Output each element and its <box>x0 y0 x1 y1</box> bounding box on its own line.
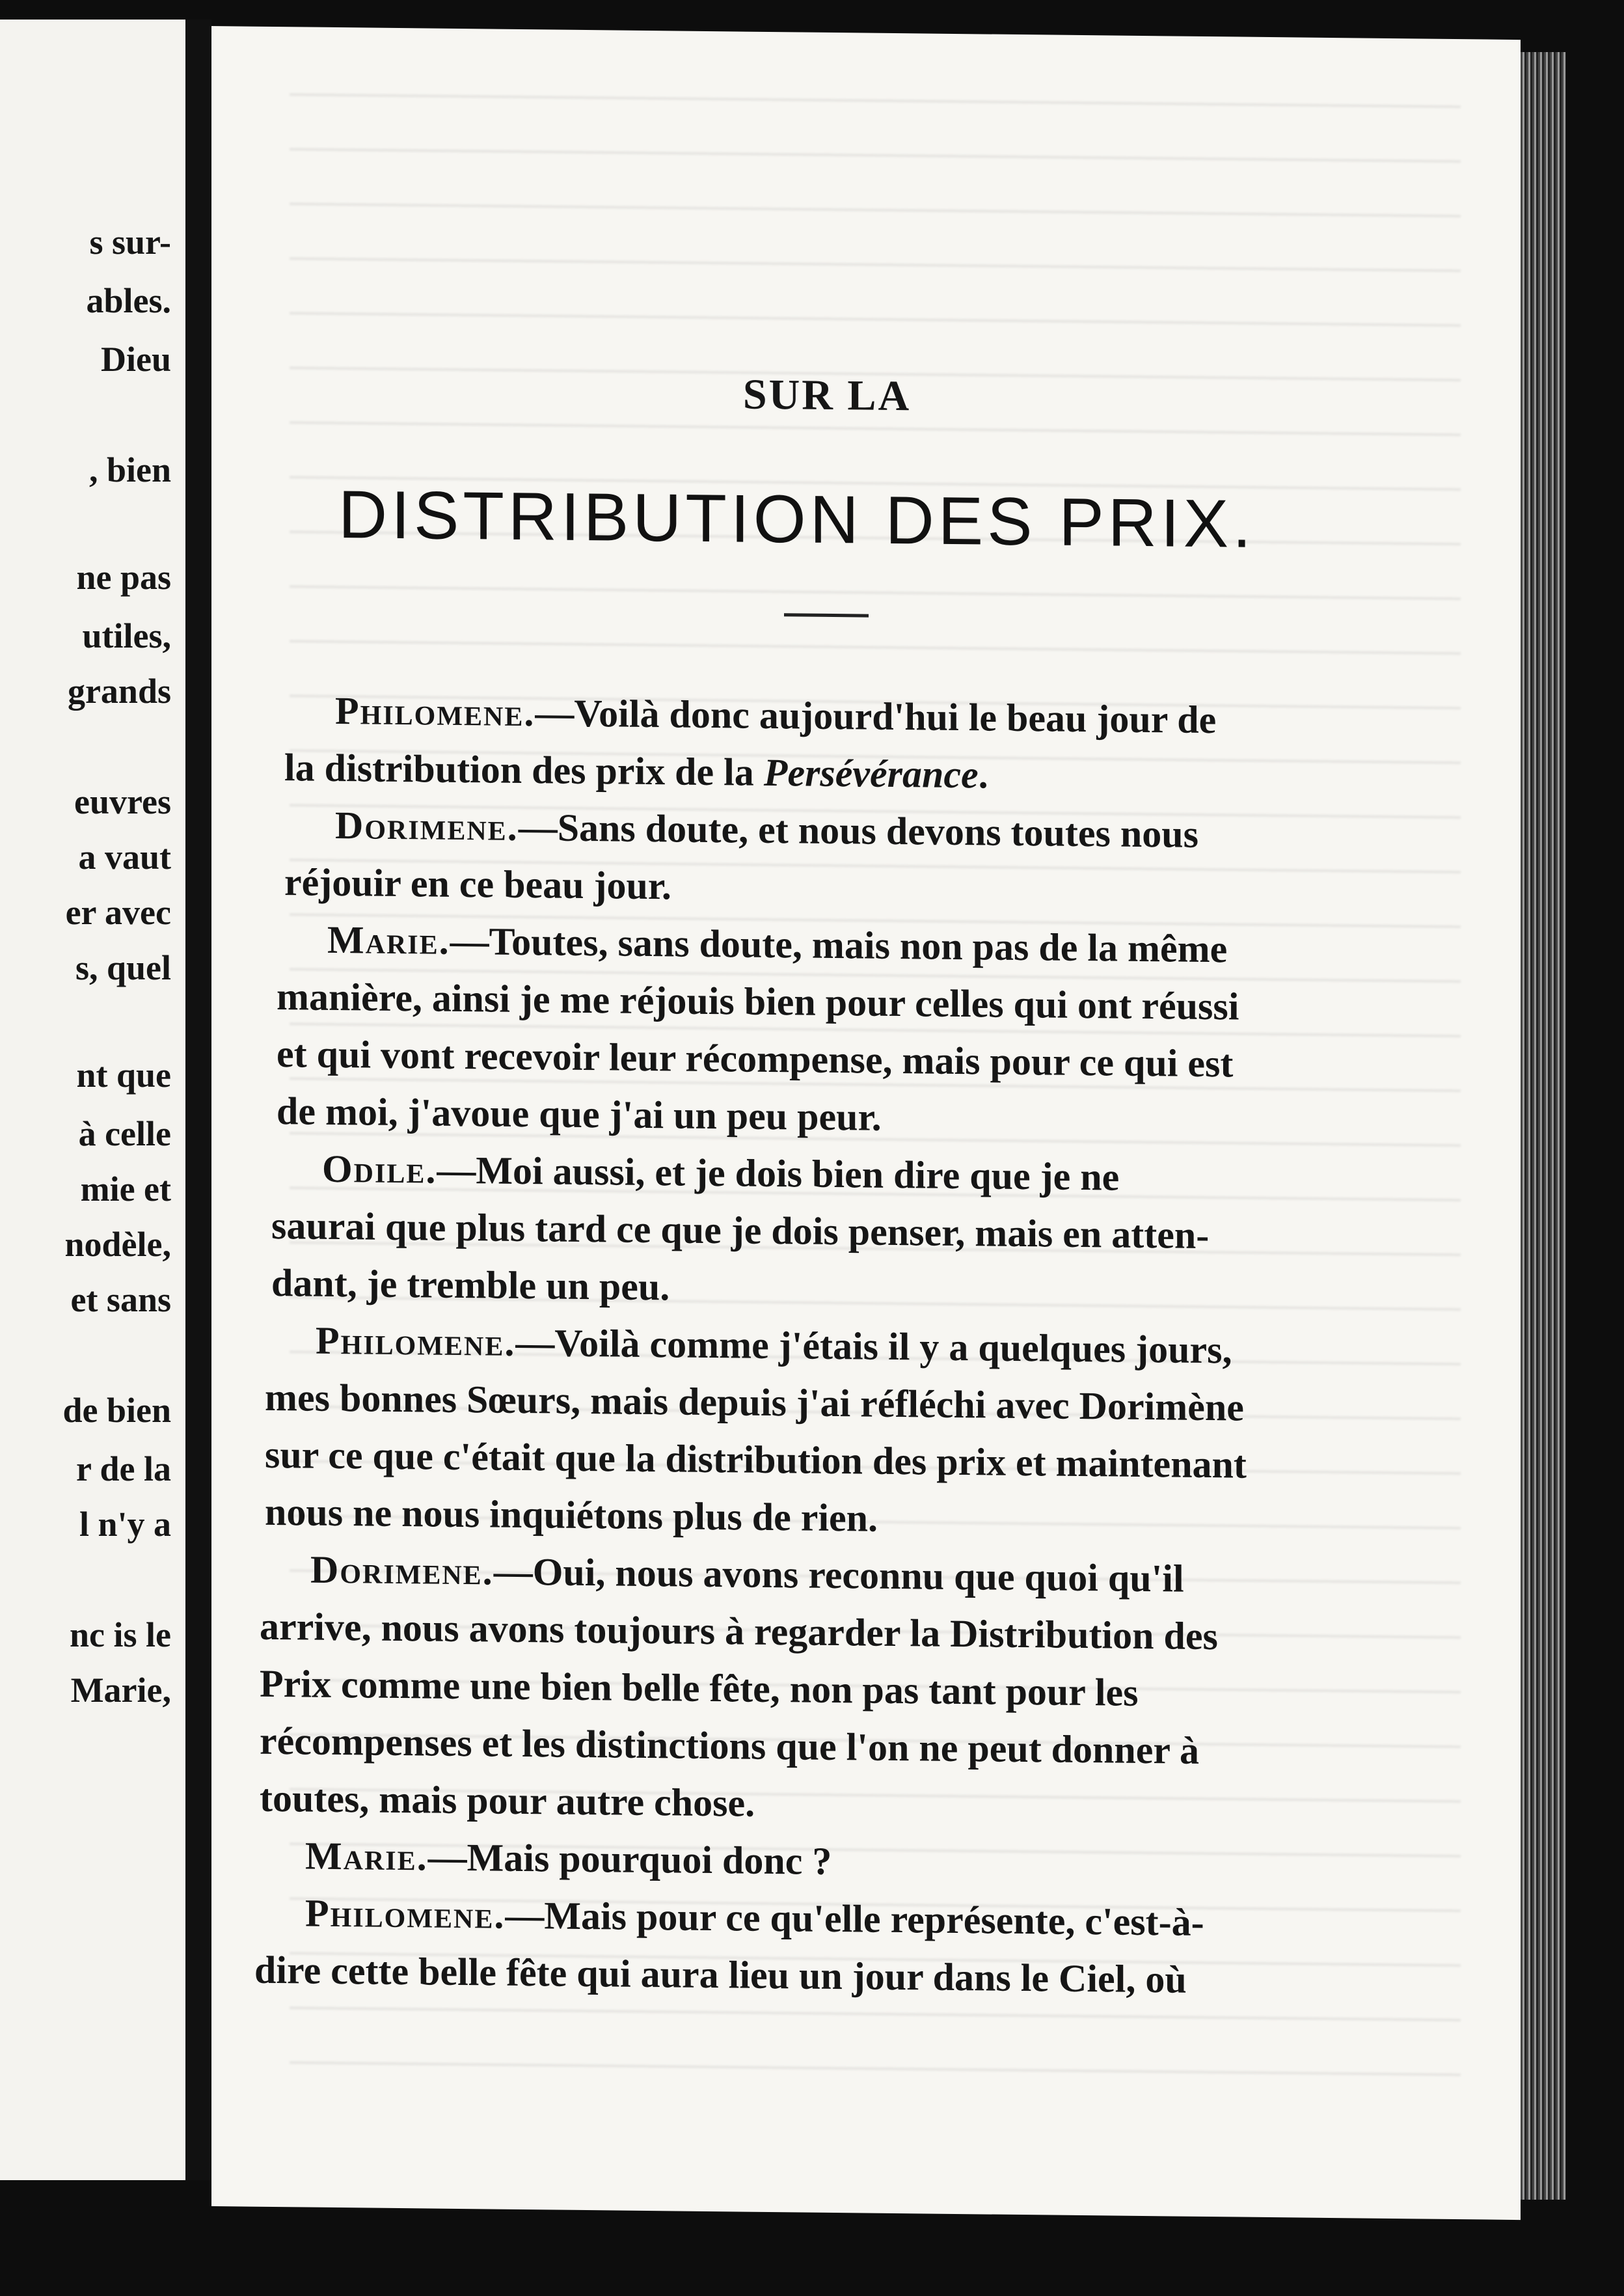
speaker-name: Dorimene. <box>310 1548 494 1593</box>
left-page-line: ables. <box>86 281 171 320</box>
line-text: dant, je tremble un peu. <box>271 1261 670 1309</box>
left-page-line: utiles, <box>82 616 171 655</box>
line-text: saurai que plus tard ce que je dois penser, mais en atten- <box>271 1203 1210 1257</box>
dialogue-line <box>277 1091 882 1137</box>
dialogue-line <box>265 1492 878 1538</box>
speaker-name: Odile. <box>322 1147 437 1192</box>
right-page <box>211 26 1521 2220</box>
line-text: —Oui, nous avons reconnu que quoi qu'il <box>493 1550 1184 1600</box>
dialogue-line <box>260 1721 1199 1770</box>
dialogue-line <box>284 746 988 797</box>
italic-title: Persévérance <box>763 750 979 797</box>
speaker-name: Philomene. <box>316 1319 516 1364</box>
heading-line-1: SUR LA <box>742 370 912 420</box>
dialogue-line <box>271 1261 670 1309</box>
line-text: réjouir en ce beau jour. <box>284 860 671 908</box>
dialogue-line <box>284 860 671 908</box>
dialogue-line <box>335 689 1217 742</box>
dialogue-line <box>260 1604 1218 1658</box>
dialogue-line <box>271 1203 1210 1257</box>
dialogue-line <box>260 1661 1139 1714</box>
left-page-line: grands <box>67 672 171 711</box>
left-page-line: nt que <box>76 1056 171 1095</box>
line-text: dire cette belle fête qui aura lieu un jour dans le Ciel, où <box>254 1948 1187 2001</box>
left-page-line: euvres <box>74 782 171 821</box>
left-page-line: à celle <box>78 1114 171 1153</box>
line-text: nous ne nous inquiétons plus de rien. <box>265 1490 878 1540</box>
line-text: —Toutes, sans doute, mais non pas de la même <box>450 919 1228 971</box>
left-page-line: Dieu <box>101 340 171 379</box>
speaker-name: Dorimene. <box>335 803 519 849</box>
line-text: arrive, nous avons toujours à regarder la Distribution des <box>260 1604 1218 1658</box>
line-text: Prix comme une bien belle fête, non pas tant pour les <box>260 1661 1139 1714</box>
line-text: —Voilà donc aujourd'hui le beau jour de <box>535 691 1217 742</box>
left-page-line: , bien <box>88 450 171 489</box>
left-page-line: a vaut <box>78 838 171 877</box>
line-text: —Mais pour ce qu'elle représente, c'est-à- <box>505 1893 1204 1944</box>
line-text: la distribution des prix de la <box>284 746 764 794</box>
dialogue-line <box>316 1321 1232 1370</box>
left-page-line: r de la <box>76 1449 171 1488</box>
line-text: et qui vont recevoir leur récompense, mais pour ce qui est <box>277 1032 1234 1086</box>
dialogue-line <box>335 803 1198 856</box>
line-text: sur ce que c'était que la distribution des prix et maintenant <box>265 1432 1247 1486</box>
speaker-name: Marie. <box>305 1834 428 1879</box>
line-text: de moi, j'avoue que j'ai un peu peur. <box>277 1089 882 1139</box>
left-page-line: mie et <box>80 1169 171 1209</box>
speaker-name: Philomene. <box>305 1891 506 1937</box>
line-text: —Sans doute, et nous devons toutes nous <box>518 805 1198 856</box>
left-page-line: l n'y a <box>79 1505 171 1544</box>
line-text: —Moi aussi, et je dois bien dire que je ne <box>437 1148 1120 1199</box>
dialogue-line <box>265 1432 1247 1486</box>
line-text: mes bonnes Sœurs, mais depuis j'ai réfléchi avec Dorimène <box>265 1375 1244 1429</box>
dialogue-line <box>305 1891 1204 1944</box>
line-text: . <box>978 753 988 797</box>
left-page <box>0 20 185 2180</box>
line-text: —Mais pourquoi donc ? <box>427 1835 832 1883</box>
left-page-line: s sur- <box>89 223 171 262</box>
dialogue-line <box>305 1834 832 1883</box>
left-page-line: Marie, <box>70 1671 171 1710</box>
left-page-line: nc is le <box>70 1615 171 1654</box>
dialogue-line <box>277 1032 1234 1086</box>
line-text: manière, ainsi je me réjouis bien pour celles qui ont réussi <box>277 975 1239 1028</box>
left-page-line: de bien <box>62 1391 171 1430</box>
left-page-line: et sans <box>70 1280 171 1319</box>
line-text: —Voilà comme j'étais il y a quelques jours, <box>515 1320 1232 1372</box>
dialogue-line <box>254 1950 1187 1999</box>
speaker-name: Philomene. <box>335 689 535 735</box>
left-page-line: ne pas <box>76 558 171 597</box>
left-page-line: er avec <box>65 893 171 932</box>
line-text: toutes, mais pour autre chose. <box>260 1776 755 1825</box>
dialogue-line <box>265 1375 1244 1429</box>
dialogue-line <box>260 1776 755 1825</box>
page-title: DISTRIBUTION DES PRIX. <box>338 477 1256 562</box>
dialogue-line <box>322 1149 1119 1197</box>
left-page-line: s, quel <box>75 948 171 987</box>
dialogue-line <box>277 977 1239 1026</box>
dialogue-line <box>327 918 1228 971</box>
left-page-line: nodèle, <box>64 1225 171 1264</box>
line-text: récompenses et les distinctions que l'on ne peut donner à <box>260 1719 1199 1772</box>
page-edges <box>1521 52 1566 2200</box>
dialogue-line <box>310 1550 1184 1598</box>
speaker-name: Marie. <box>327 918 450 963</box>
book-gutter <box>185 20 211 2180</box>
